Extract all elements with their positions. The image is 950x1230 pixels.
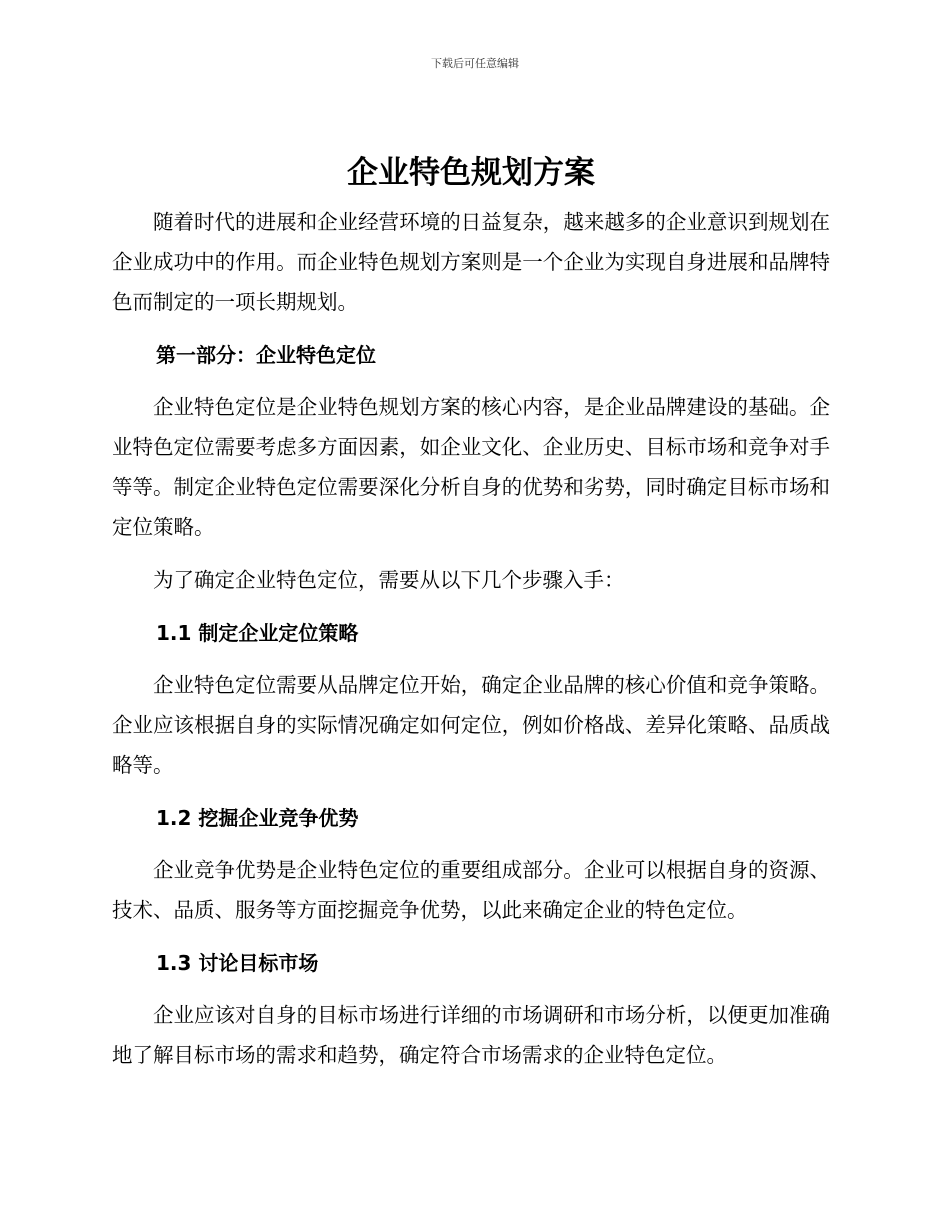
heading-1-3: 1.3 讨论目标市场: [156, 951, 319, 975]
heading-1-2: 1.2 挖掘企业竞争优势: [156, 806, 359, 830]
paragraph-1-1: 企业特色定位需要从品牌定位开始，确定企业品牌的核心价值和竞争策略。企业应该根据自身的实际情况确定如何定位，例如价格战、差异化策略、品质战略等。: [112, 673, 830, 777]
heading-part-one: 第一部分：企业特色定位: [156, 343, 376, 367]
paragraph-positioning: 企业特色定位是企业特色规划方案的核心内容，是企业品牌建设的基础。企业特色定位需要考虑多方面因素，如企业文化、企业历史、目标市场和竞争对手等等。制定企业特色定位需要深化分析自身的优势和劣势，同时确定目标市场和定位策略。: [112, 395, 830, 539]
paragraph-intro: 随着时代的进展和企业经营环境的日益复杂，越来越多的企业意识到规划在企业成功中的作用。而企业特色规划方案则是一个企业为实现自身进展和品牌特色而制定的一项长期规划。: [112, 210, 830, 314]
document-title: 企业特色规划方案: [347, 155, 595, 191]
heading-1-1: 1.1 制定企业定位策略: [156, 621, 359, 645]
paragraph-steps-intro: 为了确定企业特色定位，需要从以下几个步骤入手：: [153, 568, 625, 592]
paragraph-1-2: 企业竞争优势是企业特色定位的重要组成部分。企业可以根据自身的资源、技术、品质、服务等方面挖掘竞争优势，以此来确定企业的特色定位。: [112, 858, 830, 922]
paragraph-1-3: 企业应该对自身的目标市场进行详细的市场调研和市场分析，以便更加准确地了解目标市场的需求和趋势，确定符合市场需求的企业特色定位。: [112, 1003, 830, 1067]
header-note: 下载后可任意编辑: [431, 57, 519, 70]
document-body: [112, 150, 830, 1088]
